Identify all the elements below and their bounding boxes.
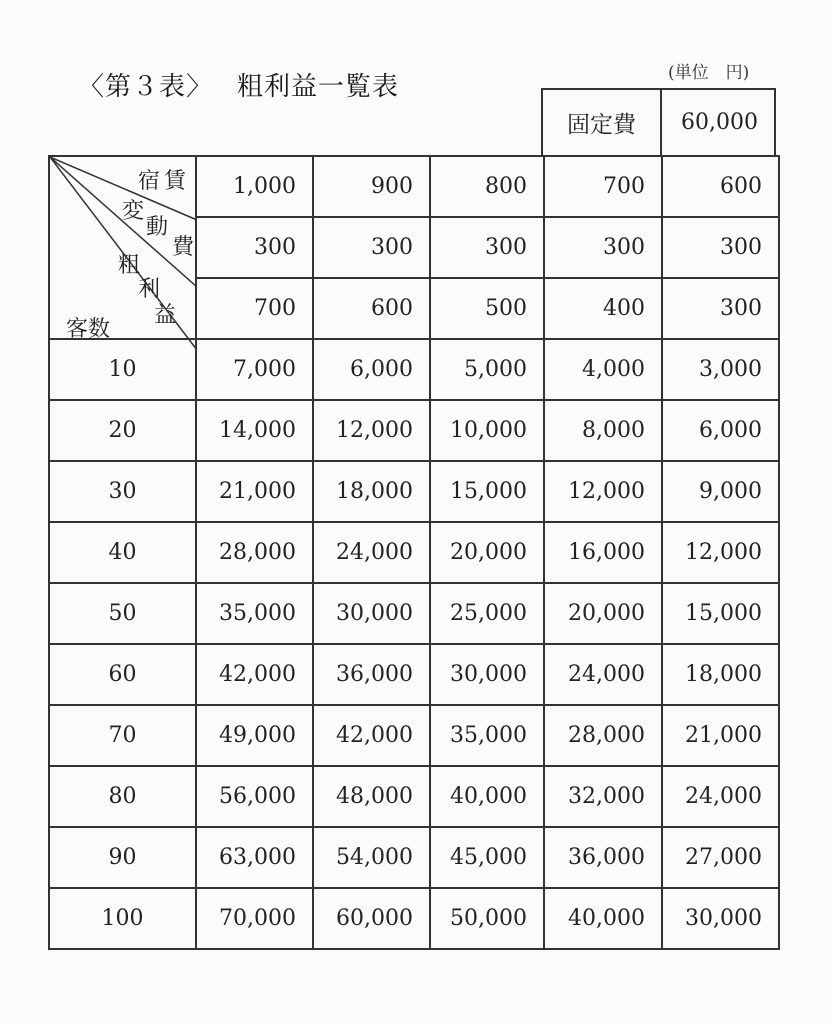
profit-value-cell: 10,000 [430, 400, 544, 461]
profit-value-cell: 15,000 [430, 461, 544, 522]
profit-value-cell: 70,000 [196, 888, 313, 949]
profit-label-1: 粗 [118, 253, 141, 278]
header-value-cell: 500 [430, 278, 544, 339]
profit-value-cell: 5,000 [430, 339, 544, 400]
guest-count-cell: 80 [49, 766, 196, 827]
profit-value-cell: 4,000 [544, 339, 662, 400]
profit-value-cell: 7,000 [196, 339, 313, 400]
rate-label-1: 宿 [138, 169, 161, 194]
varcost-label-3: 費 [172, 235, 195, 260]
profit-value-cell: 30,000 [313, 583, 430, 644]
profit-value-cell: 12,000 [544, 461, 662, 522]
profit-value-cell: 18,000 [313, 461, 430, 522]
table-row [49, 766, 779, 827]
profit-value-cell: 20,000 [430, 522, 544, 583]
profit-value-cell: 36,000 [544, 827, 662, 888]
profit-value-cell: 16,000 [544, 522, 662, 583]
fixed-cost-label: 固定費 [543, 90, 662, 155]
profit-value-cell: 40,000 [430, 766, 544, 827]
table-title [78, 66, 399, 103]
guests-label: 客数 [66, 317, 111, 342]
header-value-cell: 700 [544, 156, 662, 217]
header-value-cell: 600 [313, 278, 430, 339]
profit-value-cell: 21,000 [662, 705, 779, 766]
guest-count-cell: 50 [49, 583, 196, 644]
guest-count-cell: 40 [49, 522, 196, 583]
profit-value-cell: 12,000 [313, 400, 430, 461]
guest-count-cell: 20 [49, 400, 196, 461]
profit-value-cell: 14,000 [196, 400, 313, 461]
profit-value-cell: 12,000 [662, 522, 779, 583]
table-row [49, 827, 779, 888]
profit-value-cell: 24,000 [313, 522, 430, 583]
rate-label-2: 賃 [164, 169, 187, 194]
profit-value-cell: 3,000 [662, 339, 779, 400]
profit-value-cell: 24,000 [544, 644, 662, 705]
table-row [49, 705, 779, 766]
profit-value-cell: 48,000 [313, 766, 430, 827]
profit-value-cell: 45,000 [430, 827, 544, 888]
profit-value-cell: 63,000 [196, 827, 313, 888]
header-value-cell: 400 [544, 278, 662, 339]
profit-value-cell: 27,000 [662, 827, 779, 888]
guest-count-cell: 90 [49, 827, 196, 888]
header-value-cell: 600 [662, 156, 779, 217]
profit-value-cell: 8,000 [544, 400, 662, 461]
varcost-label-2: 動 [146, 215, 169, 240]
profit-label-3: 益 [154, 303, 177, 328]
header-value-cell: 900 [313, 156, 430, 217]
guest-count-cell: 30 [49, 461, 196, 522]
profit-value-cell: 42,000 [196, 644, 313, 705]
profit-label-2: 利 [138, 277, 161, 302]
table-row [49, 461, 779, 522]
profit-value-cell: 50,000 [430, 888, 544, 949]
guest-count-cell: 70 [49, 705, 196, 766]
header-value-cell: 300 [313, 217, 430, 278]
fixed-cost-value: 60,000 [681, 110, 758, 135]
profit-value-cell: 9,000 [662, 461, 779, 522]
varcost-label-1: 変 [122, 199, 145, 224]
profit-value-cell: 42,000 [313, 705, 430, 766]
table-number: 〈第３表〉 [78, 72, 214, 102]
profit-value-cell: 54,000 [313, 827, 430, 888]
header-row [49, 156, 779, 217]
header-value-cell: 300 [430, 217, 544, 278]
profit-value-cell: 56,000 [196, 766, 313, 827]
diagonal-header-cell [49, 156, 196, 342]
table-row [49, 522, 779, 583]
guest-count-cell: 10 [49, 339, 196, 400]
profit-value-cell: 15,000 [662, 583, 779, 644]
profit-value-cell: 21,000 [196, 461, 313, 522]
profit-value-cell: 30,000 [430, 644, 544, 705]
profit-value-cell: 30,000 [662, 888, 779, 949]
profit-value-cell: 20,000 [544, 583, 662, 644]
header-value-cell: 300 [544, 217, 662, 278]
table-row [49, 644, 779, 705]
unit-note: (単位 円) [668, 63, 750, 83]
profit-value-cell: 36,000 [313, 644, 430, 705]
table-row [49, 888, 779, 949]
header-value-cell: 700 [196, 278, 313, 339]
profit-value-cell: 60,000 [313, 888, 430, 949]
profit-value-cell: 18,000 [662, 644, 779, 705]
guest-count-cell: 100 [49, 888, 196, 949]
profit-value-cell: 28,000 [196, 522, 313, 583]
profit-value-cell: 35,000 [430, 705, 544, 766]
gross-profit-table [48, 155, 780, 950]
profit-value-cell: 6,000 [313, 339, 430, 400]
guest-count-cell: 60 [49, 644, 196, 705]
profit-value-cell: 24,000 [662, 766, 779, 827]
header-value-cell: 300 [196, 217, 313, 278]
profit-value-cell: 40,000 [544, 888, 662, 949]
table-row [49, 400, 779, 461]
header-value-cell: 800 [430, 156, 544, 217]
profit-value-cell: 32,000 [544, 766, 662, 827]
profit-value-cell: 6,000 [662, 400, 779, 461]
profit-value-cell: 28,000 [544, 705, 662, 766]
table-caption: 粗利益一覧表 [237, 72, 400, 102]
table-row [49, 583, 779, 644]
header-value-cell: 1,000 [196, 156, 313, 217]
profit-value-cell: 25,000 [430, 583, 544, 644]
header-value-cell: 300 [662, 278, 779, 339]
profit-value-cell: 49,000 [196, 705, 313, 766]
header-value-cell: 300 [662, 217, 779, 278]
fixed-cost-box [541, 88, 776, 155]
profit-value-cell: 35,000 [196, 583, 313, 644]
